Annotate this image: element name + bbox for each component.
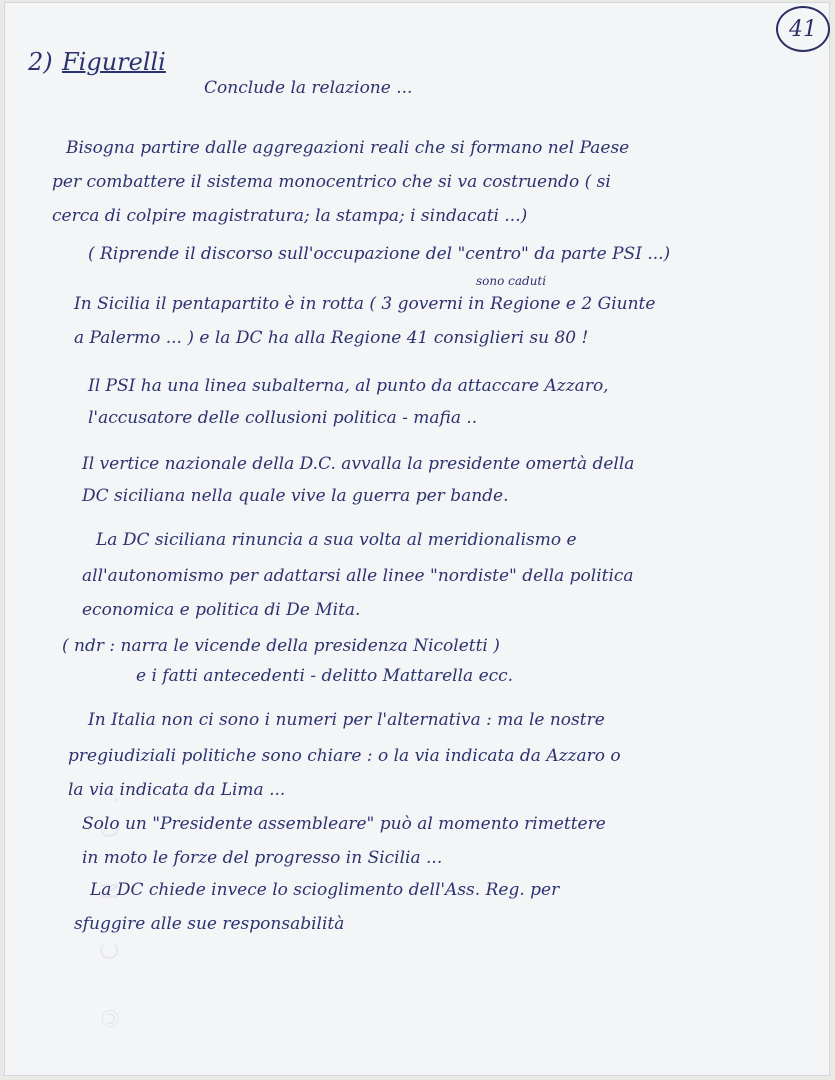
text-line: Solo un "Presidente assembleare" può al momento rimettere [82, 814, 606, 834]
manuscript-page [4, 2, 830, 1076]
text-line: In Italia non ci sono i numeri per l'alternativa : ma le nostre [88, 710, 605, 730]
text-line: la via indicata da Lima ... [68, 780, 286, 800]
editor-note: ( ndr : narra le vicende della presidenza Nicoletti ) [62, 636, 500, 656]
text-line: La DC chiede invece lo scioglimento dell'Ass. Reg. per [90, 880, 560, 900]
archive-watermark: © C.N.C. [96, 778, 124, 1032]
text-line: economica e politica di De Mita. [82, 600, 361, 620]
text-line: In Sicilia il pentapartito è in rotta ( 3 governi in Regione e 2 Giunte [74, 294, 656, 314]
text-line: all'autonomismo per adattarsi alle linee "nordiste" della politica [82, 566, 634, 586]
insertion-note: sono caduti [476, 274, 547, 288]
speaker-name: Figurelli [62, 48, 166, 76]
text-line: e i fatti antecedenti - delitto Mattarella ecc. [136, 666, 514, 686]
text-line: sfuggire alle sue responsabilità [74, 914, 345, 934]
text-line: a Palermo ... ) e la DC ha alla Regione 41 consiglieri su 80 ! [74, 328, 589, 348]
text-line: cerca di colpire magistratura; la stampa; i sindacati ...) [52, 206, 528, 226]
text-line: DC siciliana nella quale vive la guerra per bande. [82, 486, 509, 506]
text-line: La DC siciliana rinuncia a sua volta al meridionalismo e [96, 530, 577, 550]
text-line: in moto le forze del progresso in Sicilia ... [82, 848, 443, 868]
text-line: Il vertice nazionale della D.C. avvalla la presidente omertà della [82, 454, 635, 474]
text-line: pregiudiziali politiche sono chiare : o la via indicata da Azzaro o [68, 746, 621, 766]
text-line: per combattere il sistema monocentrico che si va costruendo ( si [52, 172, 611, 192]
text-line: ( Riprende il discorso sull'occupazione del "centro" da parte PSI ...) [88, 244, 671, 264]
page-number: 41 [776, 6, 830, 52]
speaker-subtitle: Conclude la relazione ... [204, 78, 413, 98]
text-line: Bisogna partire dalle aggregazioni reali che si formano nel Paese [66, 138, 630, 158]
text-line: Il PSI ha una linea subalterna, al punto da attaccare Azzaro, [88, 376, 609, 396]
section-number: 2) [28, 48, 53, 76]
text-line: l'accusatore delle collusioni politica - mafia .. [88, 408, 478, 428]
